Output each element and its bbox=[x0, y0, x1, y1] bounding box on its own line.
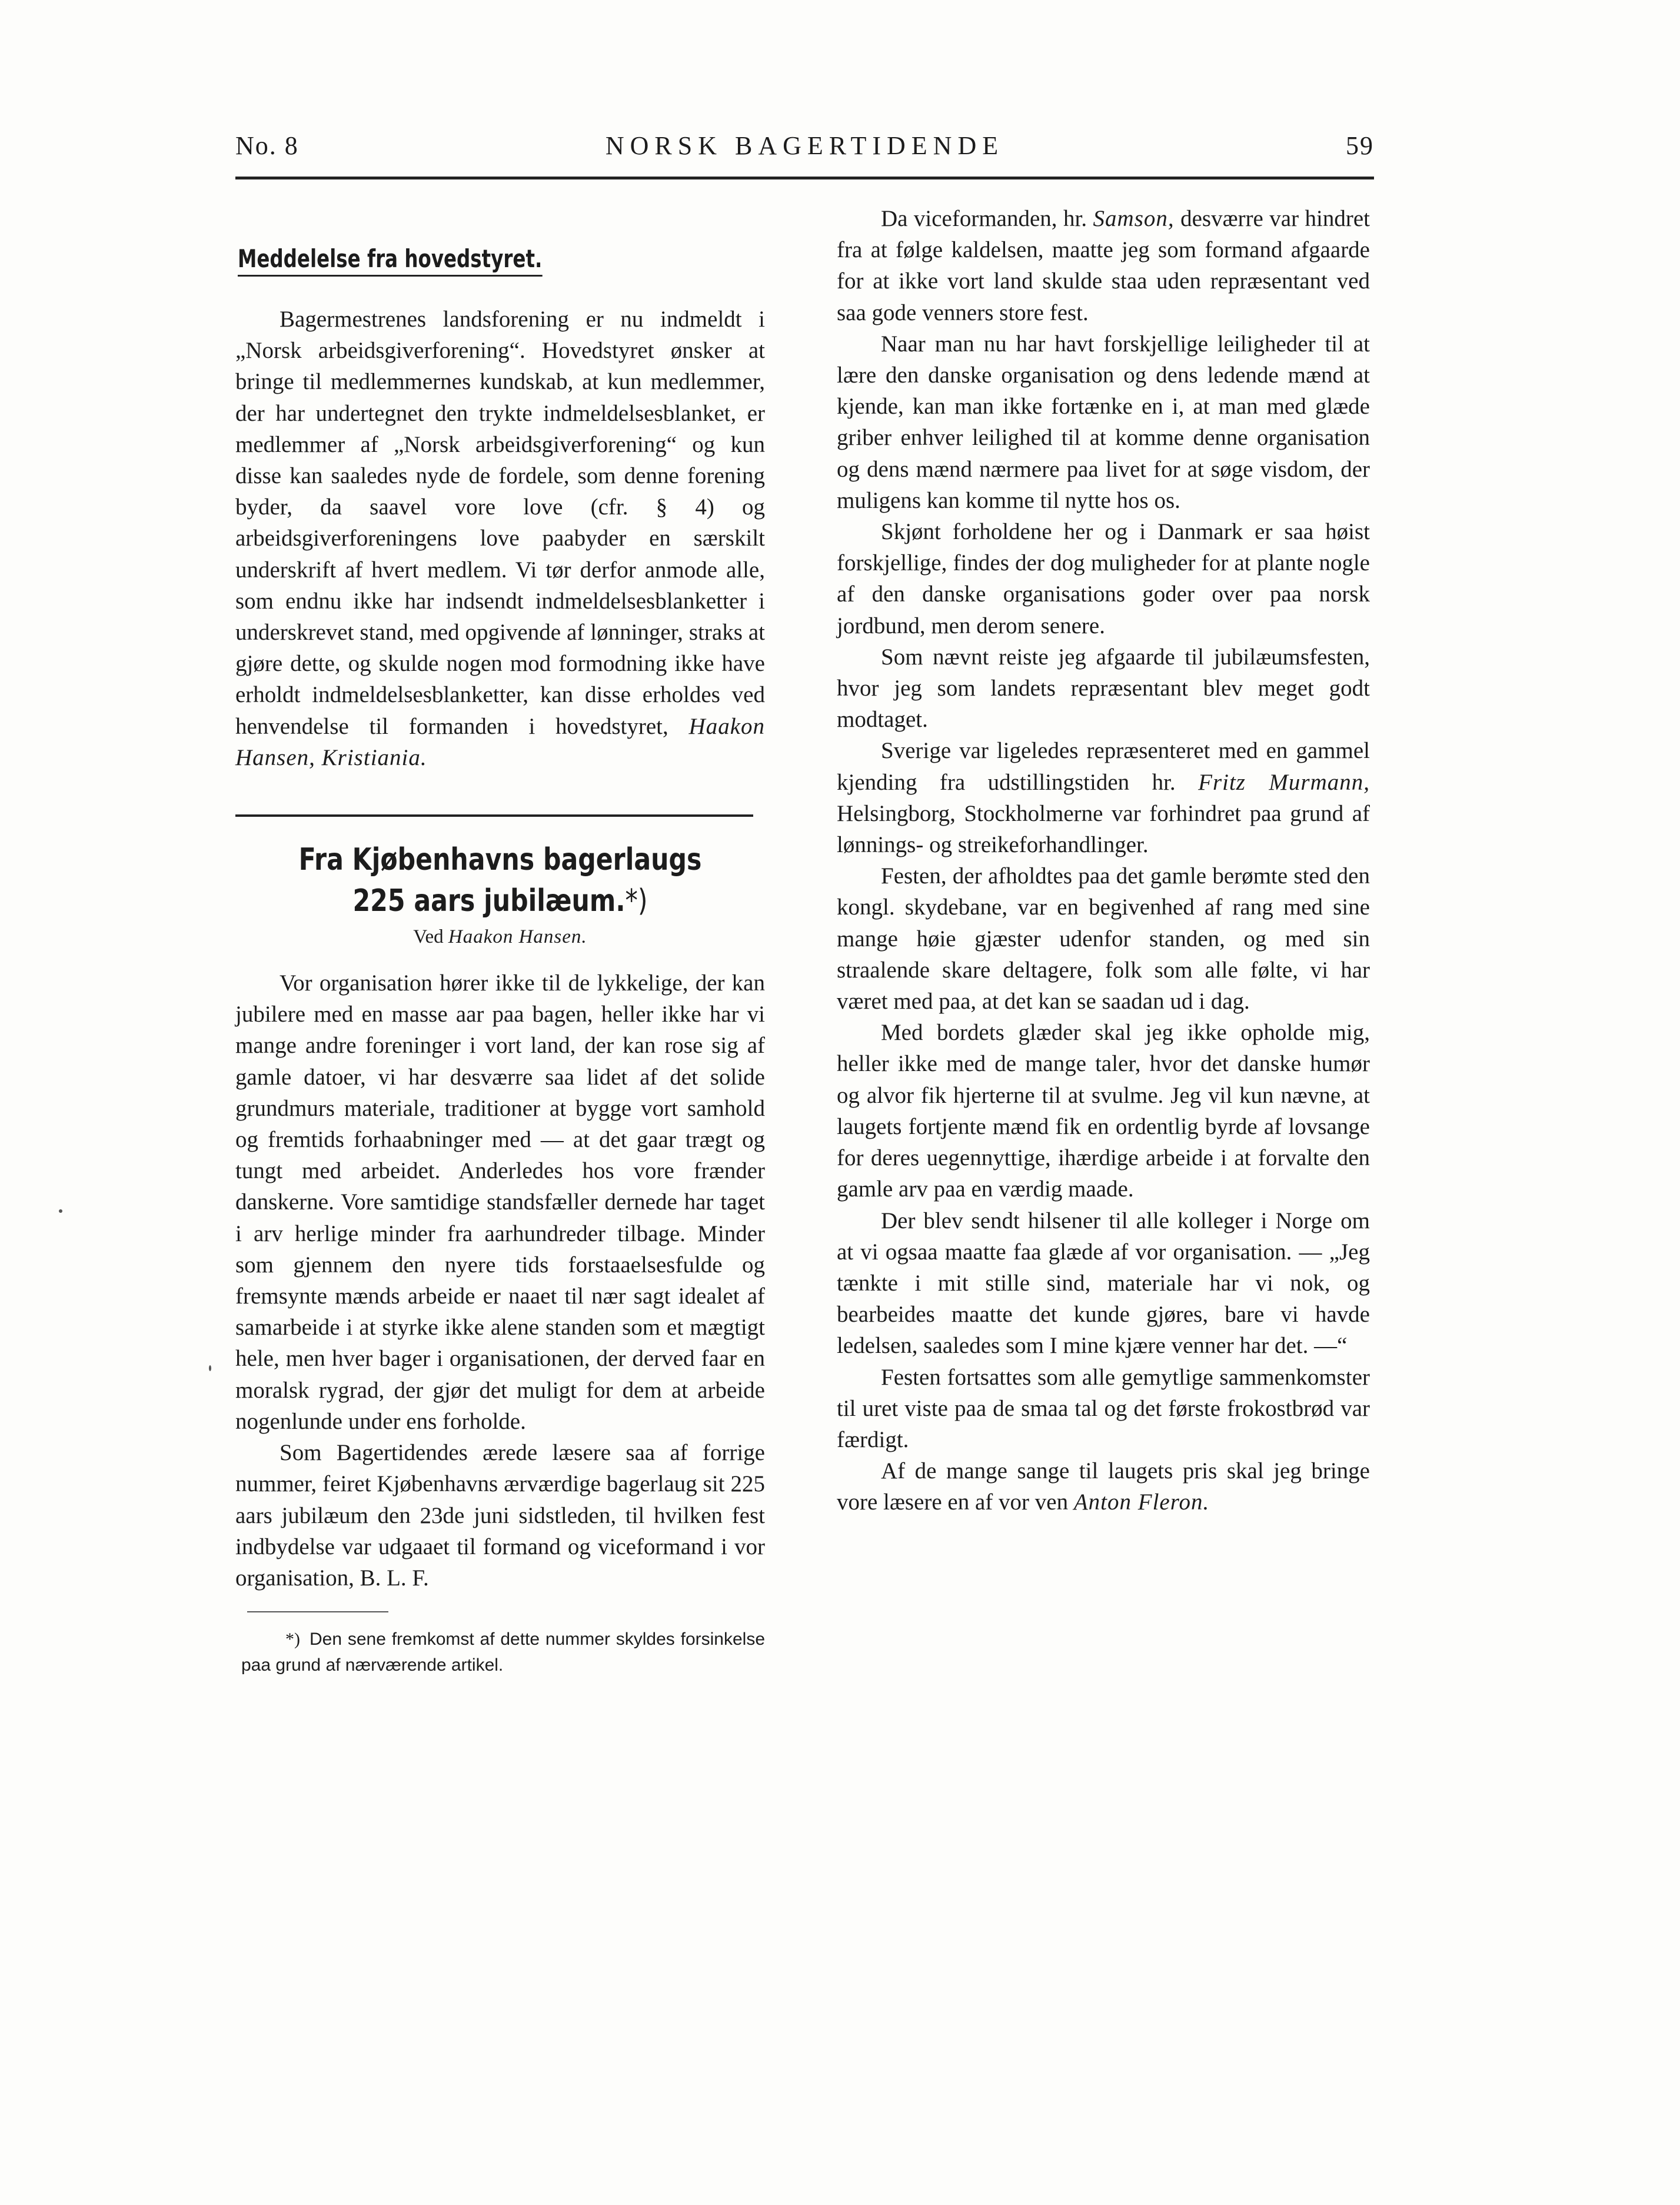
article-paragraph: Sverige var ligeledes repræsenteret med en gammel kjending fra udstillingstiden hr. Fritz Murmann, Helsingborg, Stockholmerne var forhindret paa grund af lønnings- og streikeforhandlinger. bbox=[837, 738, 1370, 858]
notice-text: Bagermestrenes landsforening er nu indmeldt i „Norsk arbeidsgiverforening“. Hovedstyret ønsker at bringe til medlemmernes kundskab, at kun medlemmer, der har undertegnet den trykte indmeldelsesblanket, er medlemmer af „Norsk arbeidsgiverforening“ og kun disse kan saaledes nyde de fordele, som denne forening byder, da saavel vore love (cfr. § 4) og arbeidsgiverforeningens love paabyder en særskilt underskrift af hvert medlem. Vi tør derfor anmode alle, som endnu ikke har indsendt indmeldelsesblanketter i underskrevet stand, med opgivende af lønninger, straks at gjøre dette, og skulde nogen mod formodning ikke have erholdt indmeldelsesblanketter, kan disse erholdes ved henvendelse til formanden i hovedstyret, bbox=[235, 307, 765, 739]
page-number: 59 bbox=[1346, 131, 1374, 160]
article-paragraph: Der blev sendt hilsener til alle kolleger i Norge om at vi ogsaa maatte faa glæde af vor organisation. — „Jeg tænkte i mit stille sind, materiale har vi nok, og bearbeides maatte det kunde gjøres, bare vi havde ledelsen, saaledes som I mine kjære venner har det. —“ bbox=[837, 1208, 1370, 1359]
article-paragraph: Festen fortsattes som alle gemytlige sammenkomster til uret viste paa de smaa tal og det første frokostbrød var færdigt. bbox=[837, 1364, 1370, 1452]
footnote-mark: *) bbox=[285, 1629, 300, 1649]
byline-prefix: Ved bbox=[413, 926, 444, 948]
person-name: Samson, bbox=[1093, 206, 1175, 231]
byline-author: Haakon Hansen. bbox=[448, 926, 587, 948]
journal-title: NORSK BAGERTIDENDE bbox=[605, 131, 1004, 160]
article-paragraph: Som Bagertidendes ærede læsere saa af forrige nummer, feiret Kjøbenhavns ærværdige bagerlaug sit 225 aars jubilæum den 23de juni sidstleden, til hvilken fest indbydelse var udgaaet til formand og viceformand i vor organisation, B. L. F. bbox=[235, 1440, 765, 1591]
footnote-reference: *) bbox=[625, 883, 648, 919]
article-title-line-2: 225 aars jubilæum.*) bbox=[352, 883, 648, 919]
article-paragraph: Naar man nu har havt forskjellige leiligheder til at lære den danske organisation og dens ledende mænd at kjende, kan man ikke fortænke en i, at man med glæde griber enhver leilighed til at komme denne organisation og dens mænd nærmere paa livet for at søge visdom, der muligens kan komme til nytte hos os. bbox=[837, 331, 1370, 513]
notice-signature: Haakon Hansen, Kristiania. bbox=[235, 713, 766, 770]
article-paragraph: Af de mange sange til laugets pris skal jeg bringe vore læsere en af vor ven Anton Fleron. bbox=[837, 1458, 1370, 1515]
article-paragraph: Som nævnt reiste jeg afgaarde til jubilæumsfesten, hvor jeg som landets repræsentant blev meget godt modtaget. bbox=[837, 644, 1370, 733]
article-paragraph: Da viceformanden, hr. Samson, desværre var hindret fra at følge kaldelsen, maatte jeg som formand afgaarde for at ikke vort land skulde staa uden repræsentant ved saa gode venners store fest. bbox=[837, 206, 1370, 325]
article-paragraph: Festen, der afholdtes paa det gamle berømte sted den kongl. skydebane, var en begivenhed af rang med sine mange høie gjæster udenfor standen, og med sin straalende skare deltagere, folk som alle følte, vi har været med paa, at det kan se saadan ud i dag. bbox=[837, 863, 1370, 1015]
right-column bbox=[837, 203, 1370, 1518]
article-paragraph: Med bordets glæder skal jeg ikke opholde mig, heller ikke med de mange taler, hvor det danske humør og alvor fik hjerterne til at svulme. Jeg vil kun nævne, at laugets fortjente mænd fik en ordentlig byrde af lovsange for deres uegennyttige, ihærdige arbeide i at forvalte den gamle arv paa en værdig maade. bbox=[837, 1020, 1370, 1202]
byline bbox=[235, 923, 765, 951]
article-title-line-1: Fra Kjøbenhavns bagerlaugs bbox=[298, 842, 702, 878]
section-heading-hovedstyret: Meddelelse fra hovedstyret. bbox=[238, 244, 542, 277]
footnote-rule bbox=[247, 1611, 388, 1612]
scan-speck bbox=[209, 1365, 211, 1371]
issue-number: No. 8 bbox=[235, 131, 299, 160]
article-paragraph: Skjønt forholdene her og i Danmark er saa høist forskjellige, findes der dog muligheder for at plante nogle af den danske organisations goder over paa norsk jordbund, men derom senere. bbox=[837, 519, 1370, 638]
footnote bbox=[235, 1627, 765, 1678]
article-paragraph: Vor organisation hører ikke til de lykkelige, der kan jubilere med en masse aar paa bagen, heller ikke har vi mange andre foreninger i vort land, der kan rose sig af gamle datoer, vi har desværre saa lidet af det solide grundmurs materiale, traditioner at bygge vort samhold og fremtids forhaabninger med — at det gaar trægt og tungt med arbeidet. Anderledes hos vore frænder danskerne. Vore samtidige standsfæller dernede har taget i arv herlige minder fra aarhundreder tilbage. Minder som gjennem den nyere tids forstaaelsesfulde og fremsynte mænds arbeide er naaet til nær sagt idealet af samarbeide i at styrke ikke alene standen som et mægtigt hele, men hver bager i organisationen, der derved faar en moralsk rygrad, der gjør det muligt for dem at arbeide nogenlunde under ens forholde. bbox=[235, 970, 765, 1434]
person-name: Fritz Murmann, bbox=[1198, 769, 1370, 795]
scan-speck bbox=[59, 1209, 62, 1213]
hovedstyret-notice bbox=[235, 304, 765, 773]
left-column bbox=[235, 203, 765, 1678]
header-rule bbox=[235, 177, 1374, 179]
person-name: Anton Fleron. bbox=[1073, 1489, 1210, 1515]
running-header bbox=[235, 131, 1374, 166]
section-divider bbox=[235, 814, 753, 817]
article-title bbox=[283, 839, 717, 922]
footnote-text: Den sene fremkomst af dette nummer skyldes forsinkelse paa grund af nærværende artikel. bbox=[241, 1629, 765, 1675]
